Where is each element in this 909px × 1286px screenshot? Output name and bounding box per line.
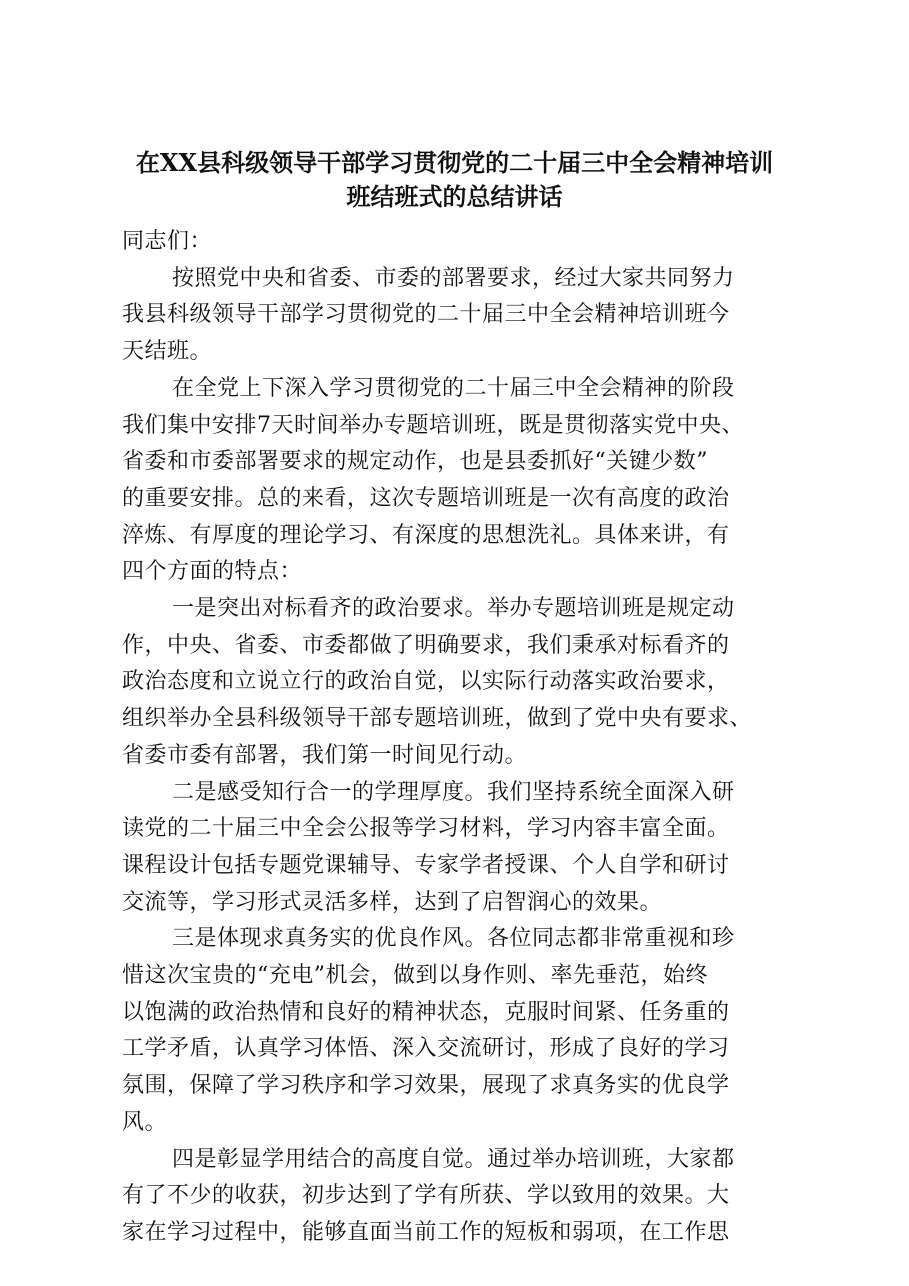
paragraph-line: 读党的二十届三中全会公报等学习材料，学习内容丰富全面。 [122, 816, 730, 842]
paragraph-line: 省委和市委部署要求的规定动作，也是县委抓好“关键少数” [122, 449, 708, 475]
paragraph-line: 课程设计包括专题党课辅导、专家学者授课、个人自学和研讨 [122, 852, 730, 878]
paragraph-line: 三是体现求真务实的优良作风。各位同志都非常重视和珍 [172, 926, 735, 952]
paragraph-line: 家在学习过程中，能够直面当前工作的短板和弱项，在工作思 [122, 1219, 730, 1245]
paragraph-line: 交流等，学习形式灵活多样，达到了启智润心的效果。 [122, 889, 663, 915]
paragraph-line: 在全党上下深入学习贯彻党的二十届三中全会精神的阶段 [172, 375, 735, 401]
paragraph-line: 组织举办全县科级领导干部专题培训班，做到了党中央有要求、 [122, 706, 753, 732]
paragraph-line: 的重要安排。总的来看，这次专题培训班是一次有高度的政治 [122, 485, 730, 511]
title-line: 在XX县科级领导干部学习贯彻党的二十届三中全会精神培训 [135, 148, 774, 177]
paragraph-line: 四个方面的特点： [122, 559, 303, 585]
paragraph-line: 省委市委有部署，我们第一时间见行动。 [122, 742, 528, 768]
paragraph-line: 我县科级领导干部学习贯彻党的二十届三中全会精神培训班今 [122, 302, 730, 328]
paragraph-line: 工学矛盾，认真学习体悟、深入交流研讨，形成了良好的学习 [122, 1036, 730, 1062]
document-title [100, 146, 809, 214]
paragraph-line: 四是彰显学用结合的高度自觉。通过举办培训班，大家都 [172, 1146, 735, 1172]
paragraph-line: 我们集中安排7天时间举办专题培训班，既是贯彻落实党中央、 [122, 412, 744, 438]
document-body [122, 224, 802, 1252]
paragraph-line: 按照党中央和省委、市委的部署要求，经过大家共同努力 [172, 265, 735, 291]
paragraph-line: 政治态度和立说立行的政治自觉，以实际行动落实政治要求， [122, 669, 730, 695]
paragraph-line: 淬炼、有厚度的理论学习、有深度的思想洗礼。具体来讲，有 [122, 522, 730, 548]
paragraph-line: 以饱满的政治热情和良好的精神状态，克服时间紧、任务重的 [122, 999, 730, 1025]
paragraph-line: 有了不少的收获，初步达到了学有所获、学以致用的效果。大 [122, 1183, 730, 1209]
salutation: 同志们： [122, 229, 213, 254]
paragraph-line: 作，中央、省委、市委都做了明确要求，我们秉承对标看齐的 [122, 632, 730, 658]
paragraph-line: 氛围，保障了学习秩序和学习效果，展现了求真务实的优良学 [122, 1073, 730, 1099]
paragraph-line: 二是感受知行合一的学理厚度。我们坚持系统全面深入研 [172, 779, 735, 805]
paragraph-line: 惜这次宝贵的“充电”机会，做到以身作则、率先垂范，始终 [122, 963, 708, 989]
paragraph-line: 天结班。 [122, 339, 213, 365]
paragraph-line: 一是突出对标看齐的政治要求。举办专题培训班是规定动 [172, 596, 735, 622]
title-line: 班结班式的总结讲话 [346, 182, 563, 211]
paragraph-line: 风。 [122, 1109, 168, 1135]
